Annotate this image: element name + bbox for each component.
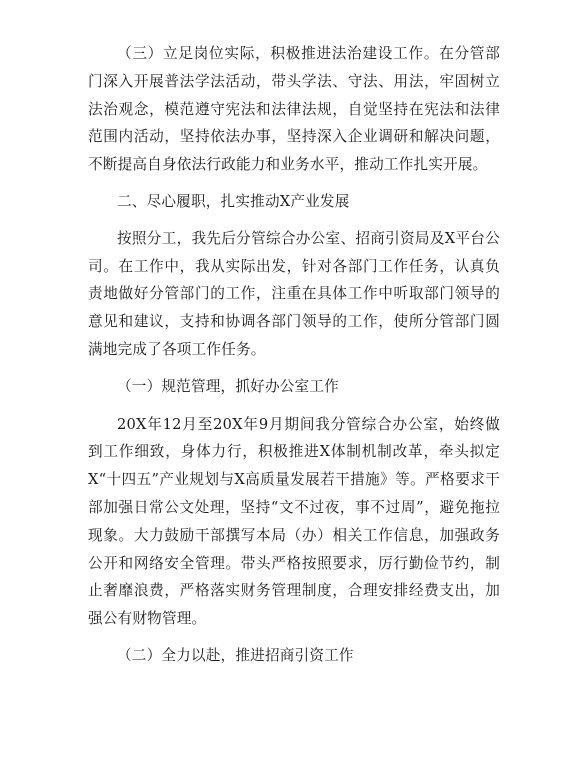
document-page (88, 40, 500, 670)
section-heading-two: 二、尽心履职，扎实推动X产业发展 (117, 192, 350, 210)
paragraph-spacer (88, 179, 500, 188)
paragraph-rule-of-law: （三）立足岗位实际，积极推进法治建设工作。在分管部门深入开展普法学法活动，带头学法、守法、用法，牢固树立法治观念，模范遵守宪法和法律法规，自觉坚持在宪法和法律范围内活动，坚持依法办事，坚持深入企业调研和解决问题，不断提高自身依法行政能力和业务水平，推动工作扎实开展。 (88, 45, 500, 174)
paragraph-office-management: 20X年12月至20X年9月期间我分管综合办公室，始终做到工作细致，身体力行，积极推进X体制机制改革，牵头拟定X“十四五”产业规划与X高质量发展若干措施》等。严格要求干部加强日常公文处理，坚持“文不过夜，事不过周”，避免拖拉现象。大力鼓励干部撰写本局（办）相关工作信息，加强政务公开和网络安全管理。带头严格按照要求，厉行勤俭节约，制止奢靡浪费，严格落实财务管理制度，合理安排经费支出，加强公有财物管理。 (88, 415, 500, 628)
paragraph-division-of-work: 按照分工，我先后分管综合办公室、招商引资局及X平台公司。在工作中，我从实际出发，针对各部门工作任务，认真负责地做好分管部门的工作，注重在具体工作中听取部门领导的意见和建议，支持和协调各部门领导的工作，使所分管部门圆满地完成了各项工作任务。 (88, 229, 500, 358)
subheading-office-work: （一）规范管理，抓好办公室工作 (117, 377, 339, 395)
paragraph-spacer (88, 633, 500, 642)
subheading-investment-attraction: （二）全力以赴，推进招商引资工作 (117, 646, 354, 664)
paragraph-spacer (88, 216, 500, 225)
paragraph-spacer (88, 401, 500, 411)
paragraph-spacer (88, 364, 500, 373)
